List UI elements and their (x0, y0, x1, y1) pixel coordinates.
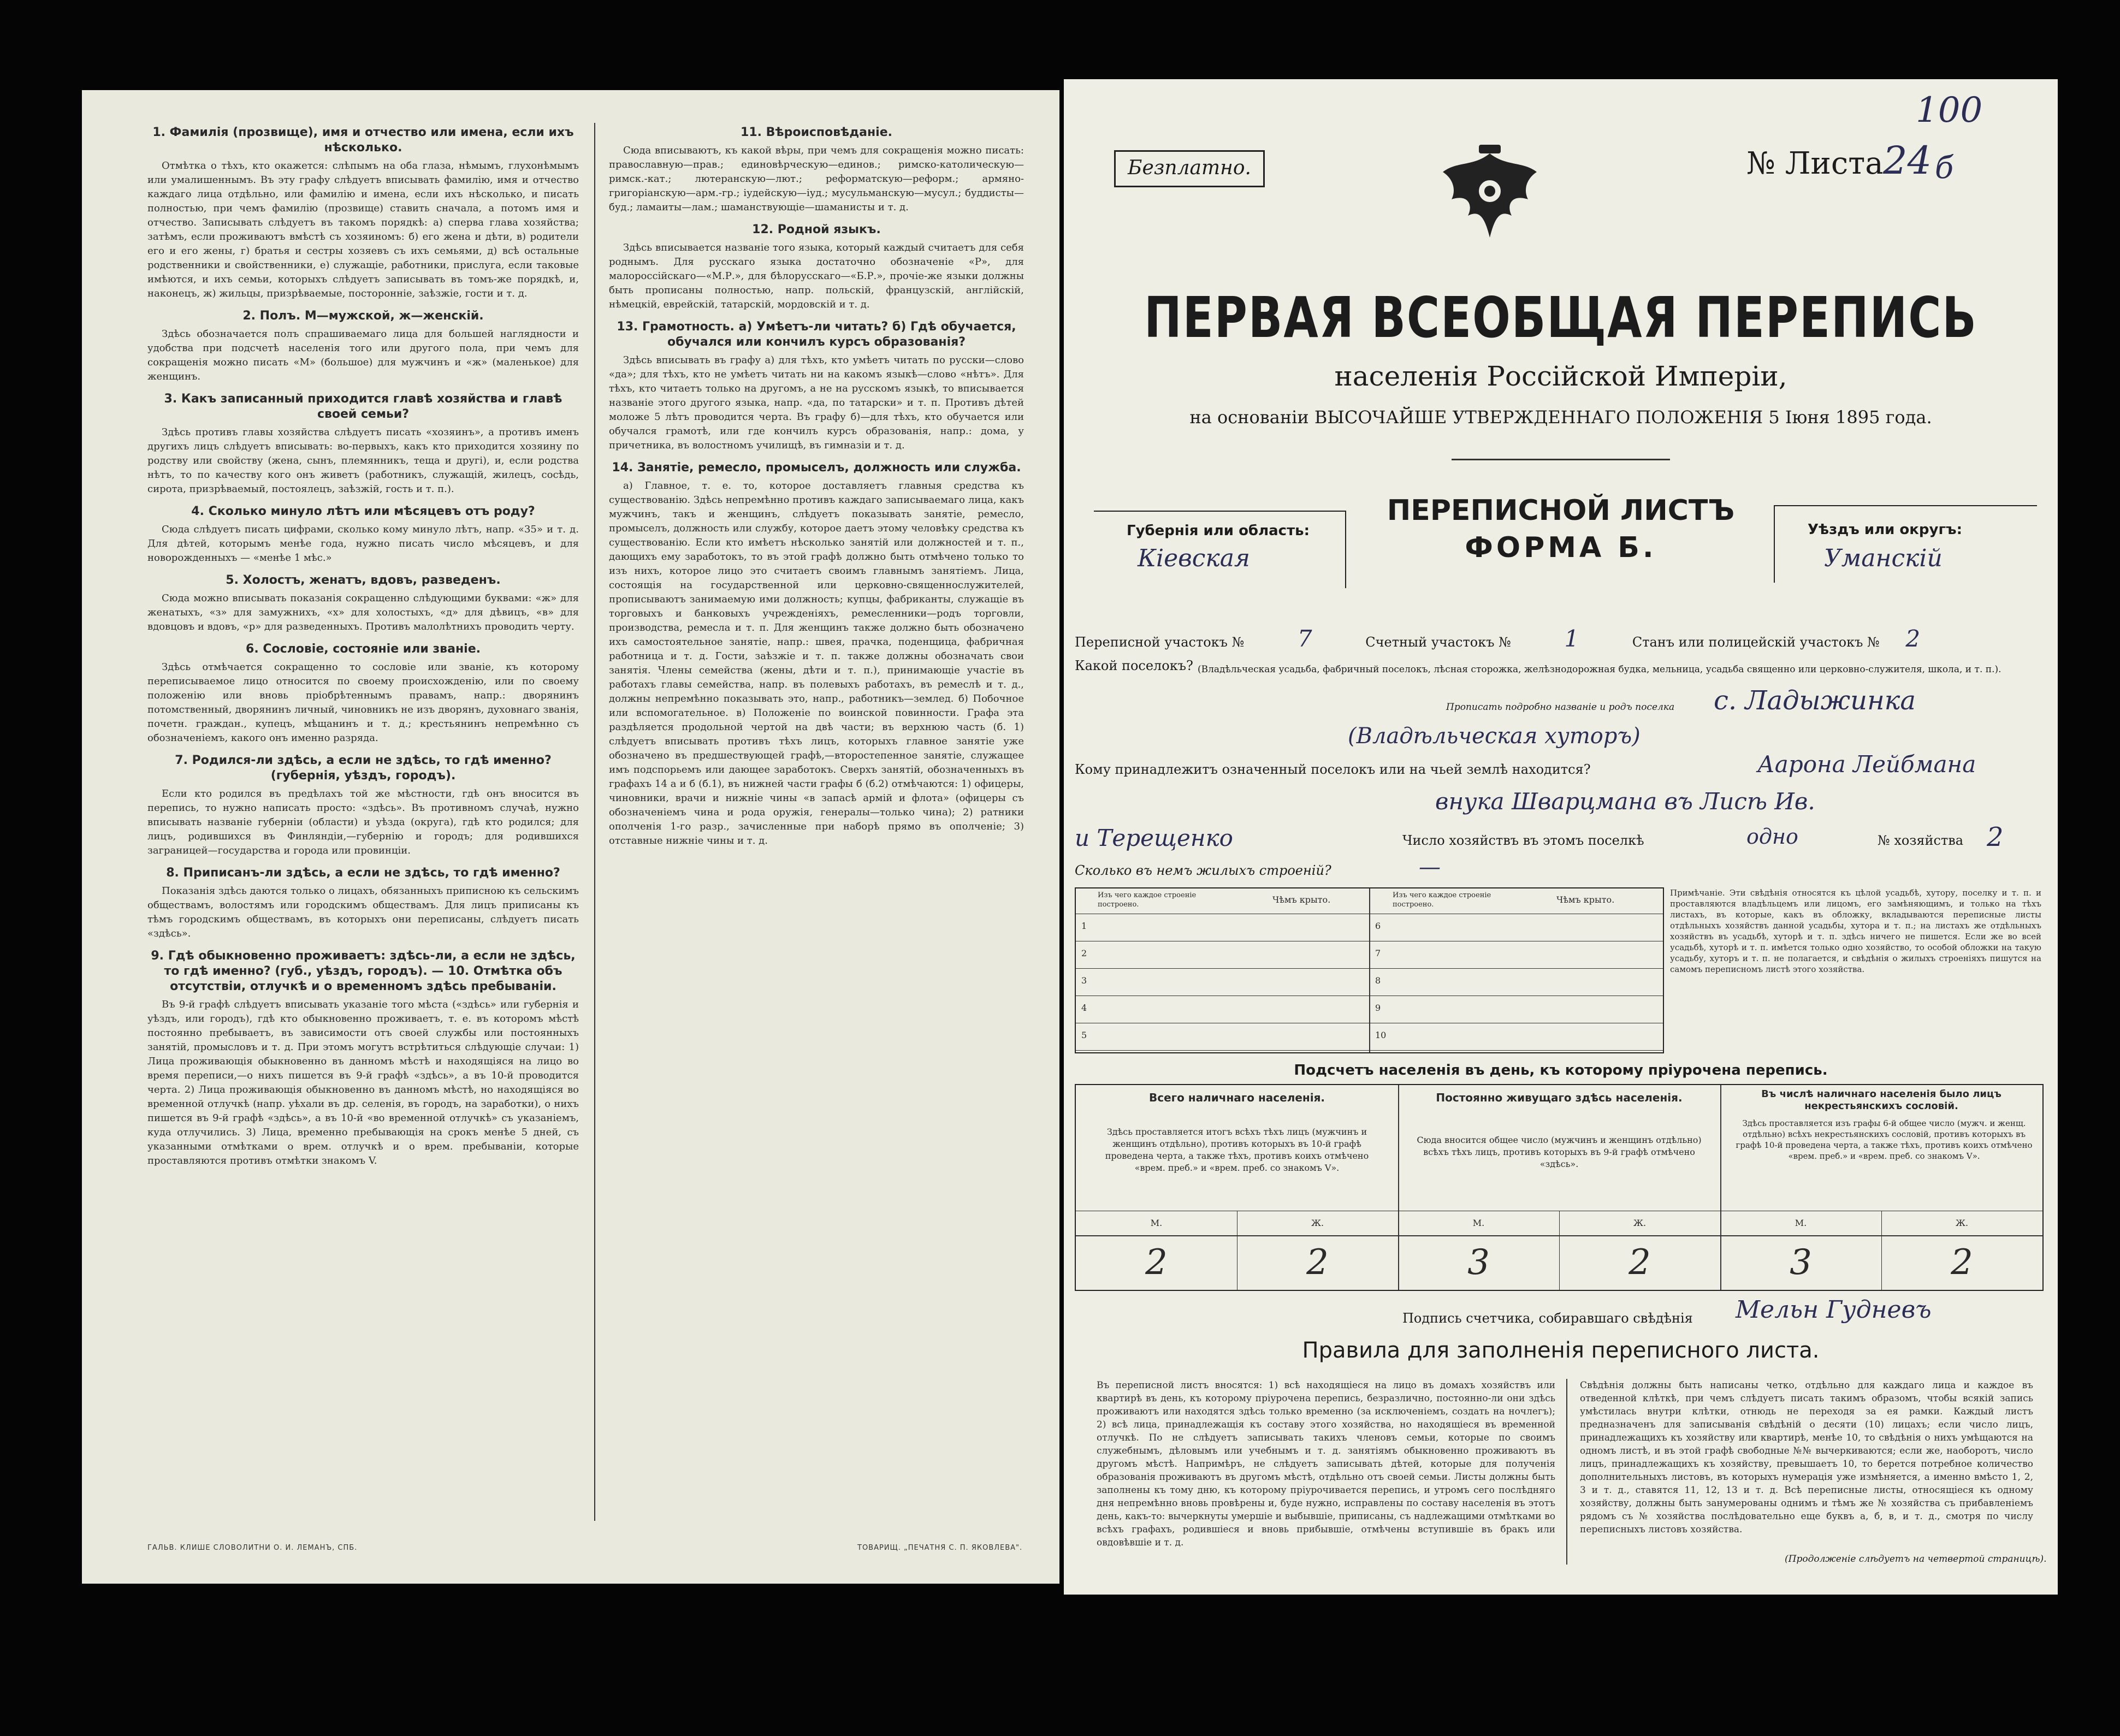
census-subtitle: населенія Россійской Имперіи, (1334, 360, 1787, 392)
present-population-header: Всего наличнаго населенія. (1148, 1091, 1325, 1104)
instructions-column-2 (609, 117, 1024, 1521)
owner-value-line-2: внука Шварцмана въ Лисѣ Ив. (1435, 788, 1815, 815)
non-peasant-male-count: 3 (1790, 1242, 1812, 1283)
rules-right-column: Свѣдѣнія должны быть написаны четко, отдѣльно для каждаго лица и каждое въ отведенной клѣткѣ, при чемъ слѣдуетъ писать такимъ образомъ, чтобы всякій запись умѣстилась внутри клѣтки, отнюдь не переходя за ея рамки. Каждый листъ предназначенъ для записыванія свѣдѣній о десяти (10) лицахъ; если число лицъ, принадлежащихъ къ хозяйству или квартирѣ, менѣе 10, то свѣдѣнія о нихъ умѣщаются на одномъ листѣ, и въ этой графѣ свободные №№ вычеркиваются; если же, наоборотъ, число лицъ, принадлежащихъ къ хозяйству, превышаетъ 10, то берется потребное количество дополнительныхъ листовъ, въ которыхъ нумерація уже измѣняется, а именно вмѣсто 1, 2, 3 и т. д., ставятся 11, 12, 13 и т. д. Всѣ переписные листы, относящіеся къ одному хозяйству, должны быть занумерованы однимъ и тѣмъ же № хозяйства съ прибавленіемъ рядомъ съ № хозяйства послѣдовательно еще буквъ а, б, в, и т. д., смотря по числу переписныхъ листовъ хозяйства. (1580, 1380, 2033, 1535)
building-row-number: 7 (1375, 948, 1381, 958)
counting-district-label: Счетный участокъ № (1365, 635, 1511, 650)
buildings-note: Примѣчаніе. Эти свѣдѣнія относятся къ цѣлой усадьбѣ, хутору, поселку и т. п. и проставляются владѣльцемъ или лицомъ, его замѣняющимъ, и только на тѣхъ листахъ, въ которые, какъ въ обложку, вкладываются переписные листы отдѣльныхъ хозяйствъ данной усадьбы, хутора и т. п.; на листахъ же отдѣльныхъ хозяйствъ въ усадьбѣ, хуторѣ и т. п. здѣсь ничего не пишется. Если же во всей усадьбѣ, хуторѣ и т. п. имѣется только одно хозяйство, то особой обложки на такую усадьбу, хуторъ и т. п. не полагается, и свѣдѣнія о жилыхъ строеніяхъ пишутся на самомъ переписномъ листѣ этого хозяйства. (1670, 888, 2041, 974)
table-row-rule (1370, 968, 1663, 969)
instruction-heading: 1. Фамилія (прозвище), имя и отчество или имена, если ихъ нѣсколько. (152, 126, 574, 155)
male-header-2: М. (1472, 1218, 1485, 1228)
instruction-paragraph: Отмѣтка о тѣхъ, кто окажется: слѣпымъ на оба глаза, нѣмымъ, глухонѣмымъ или умалишеннымъ. Въ эту графу слѣдуетъ вписывать фамилію, имя и отчество каждаго лица отдѣльно, или фамилію и имена, если ихъ нѣсколько, и писать полностью, при чемъ фамилію (прозвище) ставить сначала, а потомъ имя и отчество. Записывать слѣдуетъ въ такомъ порядкѣ: а) сперва глава хозяйства; затѣмъ, если проживаютъ вмѣстѣ съ хозяиномъ: б) его жена и дѣти, в) родители его и его жены, г) братья и сестры хозяевъ съ ихъ семьями, д) всѣ остальные родственники и свойственники, е) служащіе, работники, прислуга, если таковые имѣются, и ихъ семьи, которыхъ слѣдуетъ записывать въ томъ-же порядкѣ, и, наконецъ, ж) жильцы, призрѣваемые, посторонніе, заѣзжіе, гости и т. д. (147, 160, 579, 299)
uezd-label: Уѣздъ или округъ: (1808, 522, 1962, 538)
building-row-number: 5 (1081, 1030, 1087, 1040)
female-header-3: Ж. (1955, 1218, 1969, 1228)
female-header-2: Ж. (1633, 1218, 1647, 1228)
instruction-paragraph: Сюда можно вписывать показанія сокращенно слѣдующими буквами: «ж» для женатыхъ, «з» для замужнихъ, «х» для холостыхъ, «д» для дѣвицъ, «в» для вдовцовъ и вдовъ, «р» для разведенныхъ. Противъ малолѣтнихъ проводить черту. (147, 593, 579, 632)
free-stamp: Безплатно. (1114, 150, 1265, 187)
instruction-heading: 5. Холостъ, женатъ, вдовъ, разведенъ. (226, 573, 501, 587)
male-header-1: М. (1150, 1218, 1163, 1228)
enumeration-district-value: 7 (1297, 625, 1312, 652)
owner-label: Кому принадлежитъ означенный поселокъ или на чьей землѣ находится? (1075, 762, 1591, 777)
roof-header-left: Чѣмъ крыто. (1272, 894, 1331, 905)
settlement-name-hint: Прописать подробно названіе и родъ поселка (1446, 702, 1675, 713)
resident-population-text: Сюда вносится общее число (мужчинъ и женщинъ отдѣльно) всѣхъ тѣхъ лицъ, противъ которыхъ въ 9-й графѣ отмѣчено «здѣсь». (1417, 1135, 1702, 1169)
form-title-line-2: ФОРМА Б. (1465, 531, 1657, 564)
instruction-paragraph: Здѣсь вписывать въ графу а) для тѣхъ, кто умѣетъ читать по русски—слово «да»; для тѣхъ, кто не умѣетъ читать ни на какомъ языкѣ—слово «нѣтъ». Для тѣхъ, кто читаетъ только на другомъ, а не на русскомъ языкѣ, то вписывается названіе этого другого языка, напр. «да, по татарски» и т. п. Противъ дѣтей моложе 5 лѣтъ проводится черта. Въ графу б)—для тѣхъ, кто обучается или обучался грамотѣ, или где кончилъ курсъ образованія, напр.: дома, у причетника, въ волостномъ училищѣ, въ гимназіи и т. д. (609, 354, 1024, 451)
owner-value-line-1: Аарона Лейбмана (1757, 751, 1976, 778)
instruction-paragraph: Здѣсь противъ главы хозяйства слѣдуетъ писать «хозяинъ», а противъ именъ другихъ лицъ слѣдуетъ вписывать: во-первыхъ, какъ кто приходится хозяину по родству или свойству (жена, сынъ, племянникъ, теща и другі), и, если родства нѣтъ, то по качеству кого онъ живетъ (работникъ, служащій, жилецъ, сосѣдь, сирота, призрѣваемый, постоялецъ, заѣзжій, гость и т. п.). (147, 426, 579, 495)
building-row-number: 6 (1375, 921, 1381, 931)
instruction-heading: 6. Сословіе, состояніе или званіе. (246, 642, 481, 656)
instructions-column-1 (147, 117, 579, 1521)
instruction-paragraph: а) Главное, т. е. то, которое доставляетъ главныя средства къ существованію. Здѣсь непремѣнно противъ каждаго записываемаго лица, какъ мужчинъ, такъ и женщинъ, слѣдуетъ показывать занятіе, ремесло, промыселъ, должность или службу, которое даетъ этому человѣку средства къ существованію. Если кто имѣетъ нѣсколько занятій или должностей и т. п., дающихъ ему заработокъ, то въ этой графѣ должно быть отмѣчено только то изъ нихъ, которое лицо это считаетъ своимъ главнымъ занятіемъ. Лица, состоящія на государственной или церковно-священнослужителей, прописываютъ занимаемую ими должность; купцы, фабриканты, служащіе въ торговыхъ и банковыхъ учрежденіяхъ, ремесленники—родъ торговли, производства, ремесла и т. п. Для женщинъ также должно быть обозначено ихъ самостоятельное занятіе, напр.: швея, прачка, поденщица, фабричная работница и т. д. Гости, заѣзжіе и т. п. также должны обозначать свои занятія. Члены семейства (жены, дѣти и т. п.), принимающіе участіе въ работахъ главы семейства, напр. въ полевыхъ работахъ, въ ремеслѣ и т. д., должны непремѣнно показывать это, напр., работникъ—землед. б) Побочное или вспомогательное. в) Положеніе по воинской повинности. Графа эта раздѣляется продольной чертой на двѣ части; въ верхнюю часть (б. 1) слѣдуетъ вписывать противъ тѣхъ лицъ, которыхъ главное занятіе уже обозначено въ предшествующей графѣ,—второстепенное занятіе, служащее имъ подспорьемъ или дающее заработокъ. Сверхъ занятій, обозначенныхъ въ графахъ 14 а и б (б.1), въ нижней части графы б (б.2) отмѣчаются: 1) офицеры, чиновники, врачи и нижніе чины «в запасѣ армій и флота» (офицеры съ обозначеніемъ чина и рода оружія, генералы—только чина); 2) ратники ополченія 1-го разр., зачисленные при наборѣ прямо въ ополченіе; 3) отставные нижніе чины и т. д. (609, 480, 1024, 846)
settlement-type-hint: (Владѣльческая усадьба, фабричный поселокъ, лѣсная сторожка, желѣзнодорожная будка, мельница, усадьба священно или церковно-служителя, школа, и т. п.). (1198, 664, 2001, 675)
census-district-line (1075, 625, 2047, 652)
instruction-heading: 4. Сколько минуло лѣтъ или мѣсяцевъ отъ роду? (191, 505, 535, 518)
sheet-number-suffix: б (1935, 150, 1954, 186)
police-district-value: 2 (1905, 625, 1921, 652)
population-summary-title: Подсчетъ населенія въ день, къ которому пріурочена перепись. (1294, 1062, 1828, 1079)
settlement-kind-value: (Владѣльческая хуторъ) (1348, 724, 1641, 749)
instruction-paragraph: Сюда вписываютъ, къ какой вѣры, при чемъ для сокращенія можно писать: православную—прав.; единовѣрческую—единов.; римско-католическую—римск.-кат.; лютеранскую—лют.; реформатскую—реформ.; армяно-григоріанскую—арм.-гр.; іудейскую—іуд.; мусульманскую—мусул.; буддисты—буд.; ламаиты—лам.; шаманствующіе—шаманисты и т. д. (609, 145, 1024, 213)
non-peasant-text: Здѣсь проставляется изъ графы 6-й общее число (мужч. и женщ. отдѣльно) всѣхъ некрестьянскихъ сословій, противъ которыхъ въ графѣ 10-й проведена черта, а также тѣхъ, противъ коихъ отмѣчено «врем. преб.» и «врем. преб. со знакомъ V». (1736, 1118, 2033, 1161)
sheet-number-label: № Листа (1746, 146, 1884, 181)
non-peasant-header: Въ числѣ наличнаго населенія было лицъ некрестьянскихъ сословій. (1761, 1088, 2001, 1112)
instruction-paragraph: Здѣсь вписывается названіе того языка, который каждый считаетъ для себя роднымъ. Для русскаго языка достаточно обозначеніе «Р», для малороссійскаго—«М.Р.», для бѣлорусскаго—«Б.Р.», прочіе-же языки должны быть прописаны полностью, напр. польскій, французскій, англійскій, нѣмецкій, еврейскій, татарскій, мордовскій и т. д. (609, 242, 1024, 310)
resident-population-header: Постоянно живущаго здѣсь населенія. (1436, 1091, 1683, 1104)
instruction-paragraph: Сюда слѣдуетъ писать цифрами, сколько кому минуло лѣтъ, напр. «35» и т. д. Для дѣтей, которымъ менѣе года, нужно писать число мѣсяцевъ, и для новорожденныхъ — «менѣе 1 мѣс.» (147, 524, 579, 564)
rules-title: Правила для заполненія переписного листа. (1302, 1338, 1820, 1363)
material-header-left: Изъ чего каждое строеніе построено. (1098, 891, 1197, 909)
right-page (1064, 79, 2058, 1595)
resident-male-count: 3 (1467, 1242, 1490, 1283)
continuation-note: (Продолженіе слѣдуетъ на четвертой страницѣ). (1785, 1554, 2047, 1565)
roof-header-right: Чѣмъ крыто. (1556, 894, 1615, 905)
instruction-paragraph: Здѣсь отмѣчается сокращенно то сословіе или званіе, къ которому переписываемое лицо относится по своему происхожденію, или по своему положенію или вновь пріобрѣтеннымъ правамъ, напр.: дворянинъ потомственный, дворянинъ личный, чиновникъ не изъ дворянъ, духовнаго званія, почетн. граждан., купецъ, мѣщанинъ и т. д.; крестьянинъ непремѣнно съ обозначеніемъ, какого онъ именно разряда. (147, 661, 579, 744)
present-male-count: 2 (1145, 1242, 1168, 1283)
instruction-heading: 11. Вѣроисповѣданіе. (741, 126, 892, 139)
column-divider (594, 123, 595, 1521)
legal-basis: на основаніи ВЫСОЧАЙШЕ УТВЕРЖДЕННАГО ПОЛОЖЕНІЯ 5 Іюня 1895 года. (1189, 407, 1932, 428)
rules-divider (1566, 1379, 1567, 1565)
building-row-number: 2 (1081, 948, 1087, 958)
instruction-heading: 7. Родился-ли здѣсь, а если не здѣсь, то гдѣ именно? (губернія, уѣздъ, городъ). (175, 754, 552, 783)
dwellings-label: Сколько въ немъ жилыхъ строеній? (1075, 863, 1331, 878)
population-summary-table (1075, 1084, 2044, 1291)
settlement-name-value: с. Ладыжинка (1714, 685, 1916, 716)
uezd-value: Уманскій (1824, 544, 1943, 572)
table-row-rule (1076, 968, 1369, 969)
enumerator-signature-label: Подпись счетчика, собиравшаго свѣдѣнія (1402, 1311, 1693, 1326)
gubernia-label: Губернія или область: (1127, 523, 1310, 539)
present-female-count: 2 (1306, 1242, 1329, 1283)
resident-female-count: 2 (1629, 1242, 1651, 1283)
instruction-paragraph: Въ 9-й графѣ слѣдуетъ вписывать указаніе того мѣста («здѣсь» или губернія и уѣздъ, или городъ), гдѣ кто обыкновенно проживаетъ, т. е. въ которомъ мѣстѣ постоянно пребываетъ, въ зависимости отъ своей службы или постоянныхъ занятій, промысловъ и т. д. При этомъ могутъ встрѣтиться слѣдующіе случаи: 1) Лица проживающія обыкновенно въ данномъ мѣстѣ и находящіяся на лицо во время переписи,—о нихъ пишется въ 9-й графѣ «здѣсь», а въ 10-й проводится черта. 2) Лица проживающія обыкновенно въ данномъ мѣстѣ, но находящіяся во временной отлучкѣ (напр. уѣхали въ др. селенія, въ городъ, на заработки), о нихъ пишется въ 9-й графѣ «здѣсь», а въ 10-й «во временной отлучкѣ» съ указаніемъ, куда отлучились. 3) Лица, временно пребывающія на срокъ менѣе 5 дней, съ указанными отмѣтками о врем. отлучкѣ и о врем. пребываніи, которые проставляются противъ отмѣтки знакомъ V. (147, 999, 579, 1166)
instruction-paragraph: Здѣсь обозначается полъ спрашиваемаго лица для большей наглядности и удобства при подсчетѣ населенія того или другого пола, при чемъ для сокращенія можно писать «М» (большое) для мужчинъ и «ж» (маленькое) для женщинъ. (147, 328, 579, 382)
instruction-heading: 12. Родной языкъ. (752, 223, 881, 236)
present-population-text: Здѣсь проставляется итогъ всѣхъ тѣхъ лицъ (мужчинъ и женщинъ отдѣльно), противъ которыхъ въ 10-й графѣ проведена черта, а также тѣхъ, противъ коихъ отмѣчено «врем. преб.» и «врем. преб. со знакомъ V». (1105, 1127, 1369, 1173)
dwellings-value: — (1419, 855, 1441, 880)
printer-imprint-left: ГАЛЬВ. КЛИШЕ СЛОВОЛИТНИ О. И. ЛЕМАНЪ, СПБ. (147, 1544, 358, 1552)
non-peasant-female-count: 2 (1951, 1242, 1973, 1283)
gubernia-box (1094, 511, 1346, 588)
instruction-paragraph: Если кто родился въ предѣлахъ той же мѣстности, гдѣ онъ вносится въ перепись, то нужно написать просто: «здѣсь». Въ противномъ случаѣ, нужно вписывать названіе губерніи (области) и уѣзда (округа), гдѣ кто родился; для лицъ, родившихся въ Финляндіи,—губернію и городъ; для родившихся заграницей—государства и города или провинціи. (147, 788, 579, 856)
gubernia-value: Кіевская (1138, 544, 1251, 572)
female-header-1: Ж. (1311, 1218, 1324, 1228)
archive-corner-number: 100 (1916, 90, 1983, 131)
male-header-3: М. (1795, 1218, 1807, 1228)
ornament-rule (1452, 459, 1670, 460)
enumerator-signature: Мельн Гудневъ (1736, 1296, 1932, 1324)
form-title-line-1: ПЕРЕПИСНОЙ ЛИСТЪ (1387, 494, 1735, 527)
instruction-heading: 14. Занятіе, ремесло, промыселъ, должность или служба. (612, 461, 1021, 475)
census-title: ПЕРВАЯ ВСЕОБЩАЯ ПЕРЕПИСЬ (1144, 286, 1977, 351)
sheet-number-value: 24 (1883, 138, 1932, 183)
table-row-rule (1370, 1050, 1663, 1051)
owner-value-line-3: и Терещенко (1075, 825, 1233, 851)
building-row-number: 3 (1081, 975, 1087, 986)
uezd-box (1774, 505, 2037, 583)
instruction-heading: 2. Полъ. М—мужской, ж—женскій. (242, 309, 484, 323)
table-row-rule (1076, 1050, 1369, 1051)
building-row-number: 10 (1375, 1030, 1387, 1040)
enumeration-district-label: Переписной участокъ № (1075, 635, 1245, 650)
counting-district-value: 1 (1564, 625, 1579, 652)
building-row-number: 9 (1375, 1003, 1381, 1013)
rules-left-column: Въ переписной листъ вносятся: 1) всѣ находящіеся на лицо въ домахъ хозяйствъ или квартирѣ въ день, къ которому пріурочена перепись, безразлично, постоянно-ли они здѣсь проживаютъ или находятся здѣсь только временно (за исключеніемъ, создать на ночлегъ); 2) всѣ лица, принадлежащія къ составу этого хозяйства, но находящіеся въ временной отлучкѣ. По не слѣдуетъ записывать такихъ членовъ семьи, которые по своимъ служебнымъ, дѣловымъ или учебнымъ и т. д. занятіямъ обыкновенно проживаютъ въ другомъ мѣстѣ. Напримѣръ, не слѣдуетъ записывать дѣтей, которые для полученія образованія проживаютъ въ другомъ мѣстѣ, отдѣльно отъ своей семьи. Листы должны быть заполнены къ тому дню, къ которому пріурочивается перепись, и утромъ сего послѣдняго дня непремѣнно вновь провѣрены и, буде нужно, исправлены по составу населенія въ этотъ день, какъ-то: вычеркнуты умершіе и выбывшіе, приписаны, съ надлежащими отмѣтками во всѣхъ графахъ, родившіеся и вновь прибывшіе, отмѣчены вступившіе въ бракъ или овдовѣвшіе и т. д. (1097, 1380, 1555, 1548)
instruction-heading: 9. Гдѣ обыкновенно проживаетъ: здѣсь-ли, а если не здѣсь, то гдѣ именно? (губ., уѣздъ, городъ). — 10. Отмѣтка объ отсутствіи, отлучкѣ и о временномъ здѣсь пребываніи. (151, 949, 576, 993)
building-row-number: 8 (1375, 975, 1381, 986)
building-row-number: 4 (1081, 1003, 1087, 1013)
settlement-type-label: Какой поселокъ? (1075, 658, 1193, 673)
form-title (1359, 494, 1763, 564)
household-number-label: № хозяйства (1878, 833, 1964, 848)
buildings-table (1075, 887, 1664, 1053)
instruction-heading: 3. Какъ записанный приходится главѣ хозяйства и главѣ своей семьи? (164, 392, 562, 421)
instruction-paragraph: Показанія здѣсь даются только о лицахъ, обязанныхъ приписною къ сельскимъ обществамъ, волостямъ или городскимъ обществамъ. Для лицъ приписаны къ тѣмъ городскимъ обществамъ, въ которыхъ они переписаны, слѣдуетъ писать «здѣсь». (147, 885, 579, 939)
building-row-number: 1 (1081, 921, 1087, 931)
imperial-eagle-emblem (1435, 134, 1544, 243)
households-count-label: Число хозяйствъ въ этомъ поселкѣ (1402, 833, 1644, 848)
police-district-label: Станъ или полицейскій участокъ № (1632, 635, 1880, 650)
households-count-value: одно (1746, 825, 1798, 849)
instruction-heading: 13. Грамотность. а) Умѣетъ-ли читать? б) Гдѣ обучается, обучался или кончилъ курсъ образованія? (617, 320, 1016, 349)
left-page (82, 90, 1059, 1584)
material-header-right: Изъ чего каждое строеніе построено. (1393, 891, 1491, 909)
printer-imprint-right: ТОВАРИЩ. „ПЕЧАТНЯ С. П. ЯКОВЛЕВА". (857, 1544, 1023, 1552)
household-number-value: 2 (1987, 822, 2004, 852)
instruction-heading: 8. Приписанъ-ли здѣсь, а если не здѣсь, то гдѣ именно? (166, 866, 560, 880)
